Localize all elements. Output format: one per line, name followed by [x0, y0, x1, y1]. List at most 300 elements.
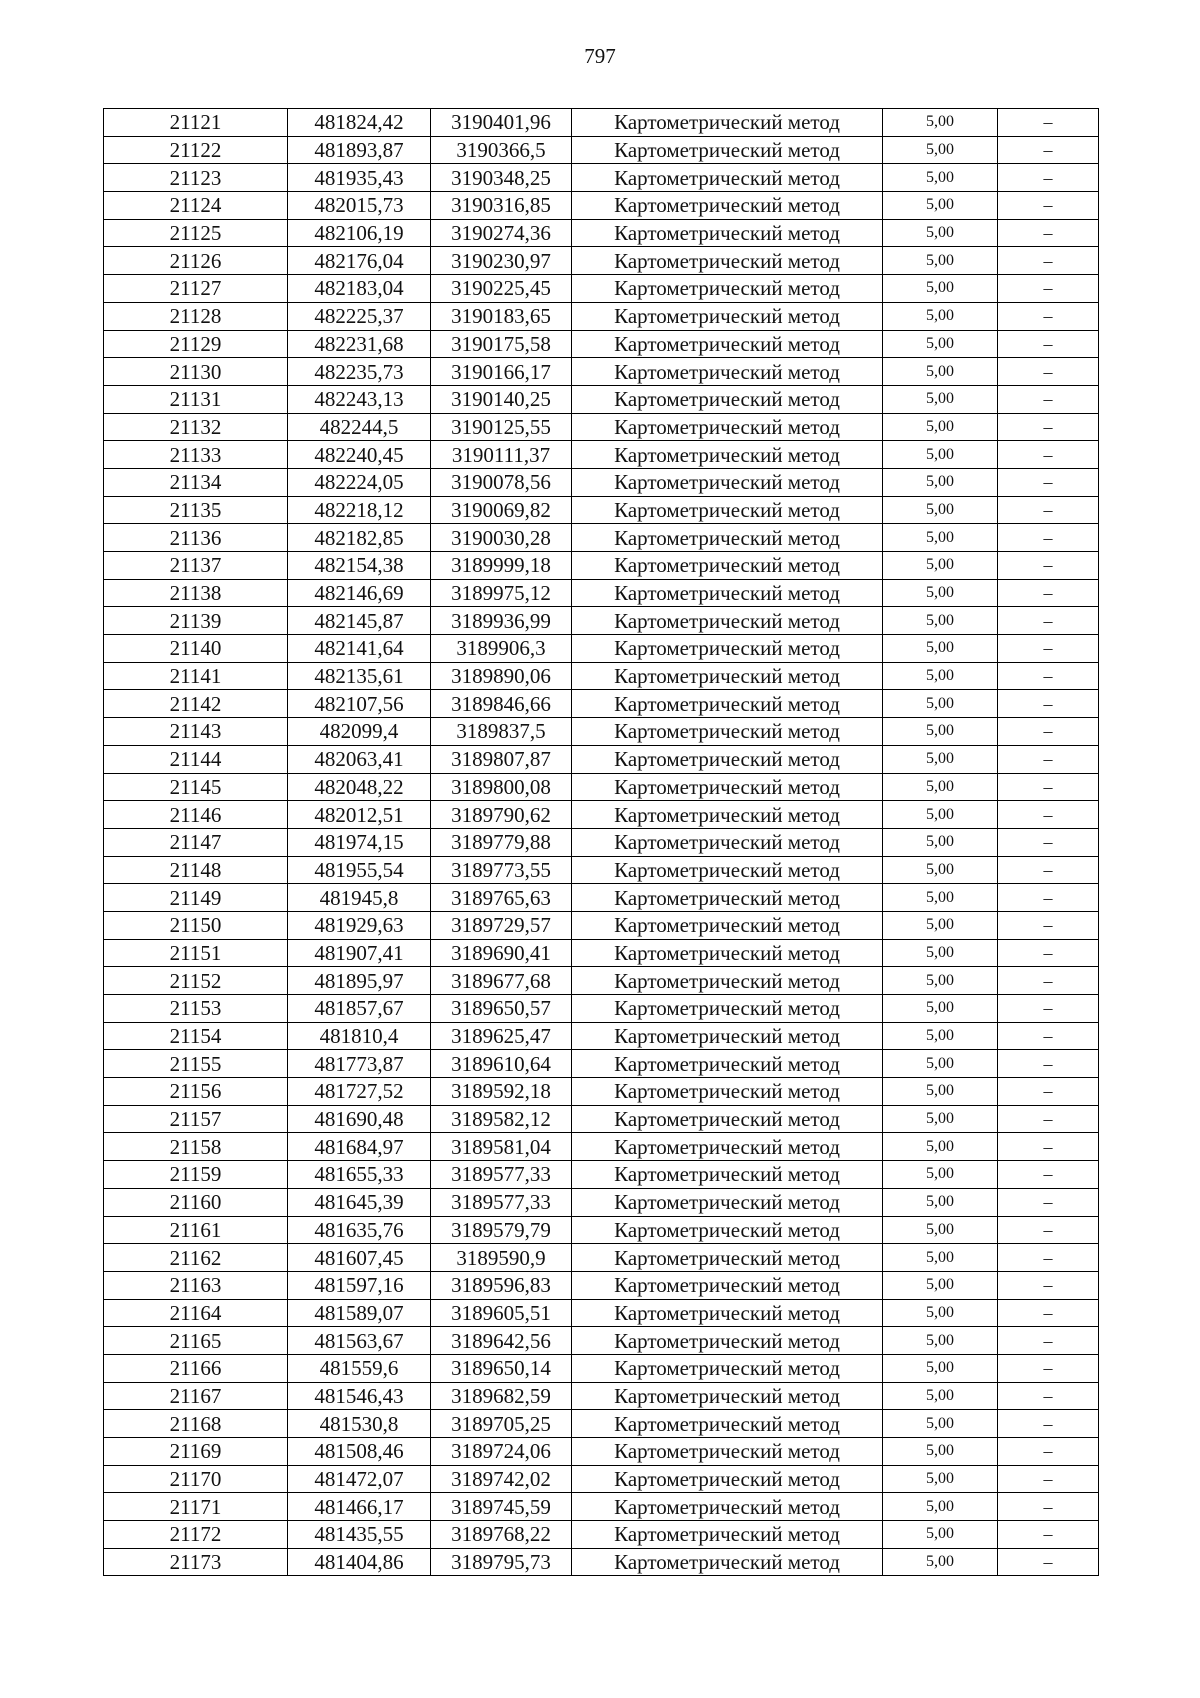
point-number-cell: 21127 [104, 275, 288, 303]
table-row [104, 662, 1099, 690]
description-cell: – [998, 358, 1099, 386]
method-cell: Картометрический метод [572, 136, 883, 164]
point-number-cell: 21145 [104, 773, 288, 801]
table-row [104, 1548, 1099, 1576]
method-cell: Картометрический метод [572, 109, 883, 137]
point-number-cell: 21122 [104, 136, 288, 164]
y-coordinate-cell: 3189846,66 [431, 690, 572, 718]
point-number-cell: 21152 [104, 967, 288, 995]
method-cell: Картометрический метод [572, 164, 883, 192]
y-coordinate-cell: 3190183,65 [431, 302, 572, 330]
table-row [104, 136, 1099, 164]
method-cell: Картометрический метод [572, 496, 883, 524]
point-number-cell: 21169 [104, 1438, 288, 1466]
point-number-cell: 21151 [104, 939, 288, 967]
table-row [104, 856, 1099, 884]
table-row [104, 441, 1099, 469]
y-coordinate-cell: 3189765,63 [431, 884, 572, 912]
table-row [104, 773, 1099, 801]
description-cell: – [998, 1271, 1099, 1299]
description-cell: – [998, 662, 1099, 690]
accuracy-cell: 5,00 [883, 1271, 998, 1299]
y-coordinate-cell: 3189579,79 [431, 1216, 572, 1244]
table-row [104, 1493, 1099, 1521]
method-cell: Картометрический метод [572, 1410, 883, 1438]
accuracy-cell: 5,00 [883, 828, 998, 856]
description-cell: – [998, 884, 1099, 912]
x-coordinate-cell: 481929,63 [288, 911, 431, 939]
table-row [104, 911, 1099, 939]
x-coordinate-cell: 482141,64 [288, 635, 431, 663]
description-cell: – [998, 247, 1099, 275]
y-coordinate-cell: 3190348,25 [431, 164, 572, 192]
accuracy-cell: 5,00 [883, 1244, 998, 1272]
method-cell: Картометрический метод [572, 275, 883, 303]
point-number-cell: 21136 [104, 524, 288, 552]
y-coordinate-cell: 3189642,56 [431, 1327, 572, 1355]
table-row [104, 1105, 1099, 1133]
accuracy-cell: 5,00 [883, 1327, 998, 1355]
description-cell: – [998, 1382, 1099, 1410]
point-number-cell: 21131 [104, 385, 288, 413]
description-cell: – [998, 607, 1099, 635]
accuracy-cell: 5,00 [883, 801, 998, 829]
accuracy-cell: 5,00 [883, 109, 998, 137]
y-coordinate-cell: 3189729,57 [431, 911, 572, 939]
y-coordinate-cell: 3190125,55 [431, 413, 572, 441]
method-cell: Картометрический метод [572, 718, 883, 746]
description-cell: – [998, 496, 1099, 524]
point-number-cell: 21166 [104, 1354, 288, 1382]
accuracy-cell: 5,00 [883, 1548, 998, 1576]
description-cell: – [998, 1410, 1099, 1438]
x-coordinate-cell: 482099,4 [288, 718, 431, 746]
description-cell: – [998, 1548, 1099, 1576]
page-number: 797 [584, 44, 616, 68]
x-coordinate-cell: 482182,85 [288, 524, 431, 552]
y-coordinate-cell: 3189807,87 [431, 745, 572, 773]
accuracy-cell: 5,00 [883, 1465, 998, 1493]
point-number-cell: 21156 [104, 1078, 288, 1106]
point-number-cell: 21133 [104, 441, 288, 469]
description-cell: – [998, 552, 1099, 580]
point-number-cell: 21170 [104, 1465, 288, 1493]
method-cell: Картометрический метод [572, 1382, 883, 1410]
accuracy-cell: 5,00 [883, 192, 998, 220]
accuracy-cell: 5,00 [883, 136, 998, 164]
method-cell: Картометрический метод [572, 635, 883, 663]
y-coordinate-cell: 3189768,22 [431, 1521, 572, 1549]
table-row [104, 690, 1099, 718]
y-coordinate-cell: 3190030,28 [431, 524, 572, 552]
accuracy-cell: 5,00 [883, 1133, 998, 1161]
table-row [104, 939, 1099, 967]
description-cell: – [998, 164, 1099, 192]
description-cell: – [998, 1105, 1099, 1133]
x-coordinate-cell: 482015,73 [288, 192, 431, 220]
accuracy-cell: 5,00 [883, 939, 998, 967]
description-cell: – [998, 109, 1099, 137]
table-row [104, 302, 1099, 330]
x-coordinate-cell: 481466,17 [288, 1493, 431, 1521]
method-cell: Картометрический метод [572, 1493, 883, 1521]
description-cell: – [998, 192, 1099, 220]
method-cell: Картометрический метод [572, 1244, 883, 1272]
table-row [104, 635, 1099, 663]
x-coordinate-cell: 481589,07 [288, 1299, 431, 1327]
accuracy-cell: 5,00 [883, 247, 998, 275]
x-coordinate-cell: 482106,19 [288, 219, 431, 247]
accuracy-cell: 5,00 [883, 496, 998, 524]
point-number-cell: 21142 [104, 690, 288, 718]
method-cell: Картометрический метод [572, 911, 883, 939]
x-coordinate-cell: 481810,4 [288, 1022, 431, 1050]
y-coordinate-cell: 3189795,73 [431, 1548, 572, 1576]
y-coordinate-cell: 3189837,5 [431, 718, 572, 746]
table-row [104, 1382, 1099, 1410]
table-row [104, 1438, 1099, 1466]
table-row [104, 109, 1099, 137]
x-coordinate-cell: 481404,86 [288, 1548, 431, 1576]
point-number-cell: 21165 [104, 1327, 288, 1355]
x-coordinate-cell: 482145,87 [288, 607, 431, 635]
x-coordinate-cell: 482231,68 [288, 330, 431, 358]
point-number-cell: 21164 [104, 1299, 288, 1327]
method-cell: Картометрический метод [572, 995, 883, 1023]
method-cell: Картометрический метод [572, 1548, 883, 1576]
x-coordinate-cell: 482063,41 [288, 745, 431, 773]
table-row [104, 413, 1099, 441]
x-coordinate-cell: 481508,46 [288, 1438, 431, 1466]
description-cell: – [998, 524, 1099, 552]
description-cell: – [998, 1050, 1099, 1078]
table-row [104, 579, 1099, 607]
y-coordinate-cell: 3190225,45 [431, 275, 572, 303]
method-cell: Картометрический метод [572, 607, 883, 635]
x-coordinate-cell: 481690,48 [288, 1105, 431, 1133]
point-number-cell: 21125 [104, 219, 288, 247]
table-row [104, 967, 1099, 995]
table-row [104, 468, 1099, 496]
method-cell: Картометрический метод [572, 1022, 883, 1050]
description-cell: – [998, 1216, 1099, 1244]
y-coordinate-cell: 3189745,59 [431, 1493, 572, 1521]
y-coordinate-cell: 3189705,25 [431, 1410, 572, 1438]
accuracy-cell: 5,00 [883, 1161, 998, 1189]
method-cell: Картометрический метод [572, 468, 883, 496]
accuracy-cell: 5,00 [883, 164, 998, 192]
method-cell: Картометрический метод [572, 219, 883, 247]
y-coordinate-cell: 3189773,55 [431, 856, 572, 884]
description-cell: – [998, 718, 1099, 746]
method-cell: Картометрический метод [572, 967, 883, 995]
point-number-cell: 21163 [104, 1271, 288, 1299]
method-cell: Картометрический метод [572, 1271, 883, 1299]
table-row [104, 524, 1099, 552]
description-cell: – [998, 136, 1099, 164]
table-row [104, 1188, 1099, 1216]
y-coordinate-cell: 3189800,08 [431, 773, 572, 801]
x-coordinate-cell: 482235,73 [288, 358, 431, 386]
method-cell: Картометрический метод [572, 828, 883, 856]
x-coordinate-cell: 481655,33 [288, 1161, 431, 1189]
y-coordinate-cell: 3189906,3 [431, 635, 572, 663]
method-cell: Картометрический метод [572, 413, 883, 441]
y-coordinate-cell: 3190140,25 [431, 385, 572, 413]
accuracy-cell: 5,00 [883, 1188, 998, 1216]
point-number-cell: 21135 [104, 496, 288, 524]
table-row [104, 496, 1099, 524]
y-coordinate-cell: 3189975,12 [431, 579, 572, 607]
method-cell: Картометрический метод [572, 939, 883, 967]
accuracy-cell: 5,00 [883, 745, 998, 773]
table-row [104, 1161, 1099, 1189]
accuracy-cell: 5,00 [883, 1438, 998, 1466]
description-cell: – [998, 911, 1099, 939]
table-row [104, 801, 1099, 829]
description-cell: – [998, 1022, 1099, 1050]
table-row [104, 718, 1099, 746]
description-cell: – [998, 828, 1099, 856]
point-number-cell: 21162 [104, 1244, 288, 1272]
y-coordinate-cell: 3190078,56 [431, 468, 572, 496]
y-coordinate-cell: 3189724,06 [431, 1438, 572, 1466]
table-row [104, 358, 1099, 386]
point-number-cell: 21155 [104, 1050, 288, 1078]
x-coordinate-cell: 482224,05 [288, 468, 431, 496]
table-row [104, 330, 1099, 358]
y-coordinate-cell: 3190366,5 [431, 136, 572, 164]
table-row [104, 1465, 1099, 1493]
point-number-cell: 21137 [104, 552, 288, 580]
description-cell: – [998, 1133, 1099, 1161]
table-row [104, 1271, 1099, 1299]
table-row [104, 1078, 1099, 1106]
description-cell: – [998, 302, 1099, 330]
description-cell: – [998, 856, 1099, 884]
x-coordinate-cell: 482012,51 [288, 801, 431, 829]
x-coordinate-cell: 481472,07 [288, 1465, 431, 1493]
description-cell: – [998, 385, 1099, 413]
x-coordinate-cell: 481546,43 [288, 1382, 431, 1410]
accuracy-cell: 5,00 [883, 1022, 998, 1050]
accuracy-cell: 5,00 [883, 219, 998, 247]
point-number-cell: 21141 [104, 662, 288, 690]
accuracy-cell: 5,00 [883, 1382, 998, 1410]
description-cell: – [998, 635, 1099, 663]
accuracy-cell: 5,00 [883, 967, 998, 995]
x-coordinate-cell: 481955,54 [288, 856, 431, 884]
y-coordinate-cell: 3189682,59 [431, 1382, 572, 1410]
method-cell: Картометрический метод [572, 302, 883, 330]
coordinates-table [103, 108, 1099, 1576]
table-row [104, 995, 1099, 1023]
y-coordinate-cell: 3190274,36 [431, 219, 572, 247]
y-coordinate-cell: 3189596,83 [431, 1271, 572, 1299]
table-row [104, 1410, 1099, 1438]
description-cell: – [998, 468, 1099, 496]
y-coordinate-cell: 3189610,64 [431, 1050, 572, 1078]
x-coordinate-cell: 481893,87 [288, 136, 431, 164]
x-coordinate-cell: 481857,67 [288, 995, 431, 1023]
table-row [104, 1216, 1099, 1244]
table-row [104, 1133, 1099, 1161]
x-coordinate-cell: 482218,12 [288, 496, 431, 524]
y-coordinate-cell: 3189590,9 [431, 1244, 572, 1272]
table-row [104, 275, 1099, 303]
accuracy-cell: 5,00 [883, 1105, 998, 1133]
accuracy-cell: 5,00 [883, 275, 998, 303]
y-coordinate-cell: 3189582,12 [431, 1105, 572, 1133]
method-cell: Картометрический метод [572, 884, 883, 912]
method-cell: Картометрический метод [572, 690, 883, 718]
method-cell: Картометрический метод [572, 1161, 883, 1189]
point-number-cell: 21130 [104, 358, 288, 386]
x-coordinate-cell: 481435,55 [288, 1521, 431, 1549]
method-cell: Картометрический метод [572, 1050, 883, 1078]
table-row [104, 1244, 1099, 1272]
y-coordinate-cell: 3189605,51 [431, 1299, 572, 1327]
method-cell: Картометрический метод [572, 579, 883, 607]
description-cell: – [998, 1299, 1099, 1327]
accuracy-cell: 5,00 [883, 413, 998, 441]
point-number-cell: 21149 [104, 884, 288, 912]
point-number-cell: 21132 [104, 413, 288, 441]
y-coordinate-cell: 3189577,33 [431, 1188, 572, 1216]
x-coordinate-cell: 482154,38 [288, 552, 431, 580]
point-number-cell: 21129 [104, 330, 288, 358]
accuracy-cell: 5,00 [883, 1050, 998, 1078]
description-cell: – [998, 939, 1099, 967]
table-row [104, 1022, 1099, 1050]
accuracy-cell: 5,00 [883, 1354, 998, 1382]
point-number-cell: 21167 [104, 1382, 288, 1410]
accuracy-cell: 5,00 [883, 773, 998, 801]
x-coordinate-cell: 481907,41 [288, 939, 431, 967]
description-cell: – [998, 967, 1099, 995]
accuracy-cell: 5,00 [883, 552, 998, 580]
method-cell: Картометрический метод [572, 1354, 883, 1382]
y-coordinate-cell: 3190316,85 [431, 192, 572, 220]
method-cell: Картометрический метод [572, 385, 883, 413]
y-coordinate-cell: 3189625,47 [431, 1022, 572, 1050]
point-number-cell: 21161 [104, 1216, 288, 1244]
description-cell: – [998, 1327, 1099, 1355]
x-coordinate-cell: 482135,61 [288, 662, 431, 690]
x-coordinate-cell: 482146,69 [288, 579, 431, 607]
y-coordinate-cell: 3189742,02 [431, 1465, 572, 1493]
description-cell: – [998, 219, 1099, 247]
description-cell: – [998, 1161, 1099, 1189]
accuracy-cell: 5,00 [883, 385, 998, 413]
accuracy-cell: 5,00 [883, 441, 998, 469]
point-number-cell: 21157 [104, 1105, 288, 1133]
table-row [104, 1521, 1099, 1549]
x-coordinate-cell: 482244,5 [288, 413, 431, 441]
point-number-cell: 21172 [104, 1521, 288, 1549]
table-row [104, 828, 1099, 856]
x-coordinate-cell: 481824,42 [288, 109, 431, 137]
accuracy-cell: 5,00 [883, 690, 998, 718]
y-coordinate-cell: 3189650,57 [431, 995, 572, 1023]
point-number-cell: 21121 [104, 109, 288, 137]
method-cell: Картометрический метод [572, 330, 883, 358]
table-row [104, 607, 1099, 635]
method-cell: Картометрический метод [572, 1188, 883, 1216]
accuracy-cell: 5,00 [883, 911, 998, 939]
y-coordinate-cell: 3189999,18 [431, 552, 572, 580]
method-cell: Картометрический метод [572, 745, 883, 773]
x-coordinate-cell: 482240,45 [288, 441, 431, 469]
description-cell: – [998, 773, 1099, 801]
description-cell: – [998, 275, 1099, 303]
accuracy-cell: 5,00 [883, 358, 998, 386]
y-coordinate-cell: 3190230,97 [431, 247, 572, 275]
description-cell: – [998, 1465, 1099, 1493]
point-number-cell: 21153 [104, 995, 288, 1023]
description-cell: – [998, 441, 1099, 469]
point-number-cell: 21173 [104, 1548, 288, 1576]
x-coordinate-cell: 482176,04 [288, 247, 431, 275]
table-row [104, 745, 1099, 773]
description-cell: – [998, 690, 1099, 718]
description-cell: – [998, 1521, 1099, 1549]
method-cell: Картометрический метод [572, 358, 883, 386]
table-row [104, 164, 1099, 192]
point-number-cell: 21168 [104, 1410, 288, 1438]
y-coordinate-cell: 3190401,96 [431, 109, 572, 137]
point-number-cell: 21147 [104, 828, 288, 856]
table-row [104, 247, 1099, 275]
x-coordinate-cell: 481597,16 [288, 1271, 431, 1299]
method-cell: Картометрический метод [572, 524, 883, 552]
method-cell: Картометрический метод [572, 801, 883, 829]
point-number-cell: 21144 [104, 745, 288, 773]
method-cell: Картометрический метод [572, 856, 883, 884]
accuracy-cell: 5,00 [883, 302, 998, 330]
table-row [104, 884, 1099, 912]
table-row [104, 1354, 1099, 1382]
accuracy-cell: 5,00 [883, 524, 998, 552]
x-coordinate-cell: 482183,04 [288, 275, 431, 303]
x-coordinate-cell: 481635,76 [288, 1216, 431, 1244]
table-row [104, 1299, 1099, 1327]
description-cell: – [998, 1188, 1099, 1216]
point-number-cell: 21154 [104, 1022, 288, 1050]
table-row [104, 1050, 1099, 1078]
method-cell: Картометрический метод [572, 192, 883, 220]
coordinates-table-body [104, 109, 1099, 1576]
method-cell: Картометрический метод [572, 1438, 883, 1466]
method-cell: Картометрический метод [572, 1133, 883, 1161]
x-coordinate-cell: 481895,97 [288, 967, 431, 995]
accuracy-cell: 5,00 [883, 1299, 998, 1327]
description-cell: – [998, 995, 1099, 1023]
x-coordinate-cell: 481727,52 [288, 1078, 431, 1106]
description-cell: – [998, 1354, 1099, 1382]
x-coordinate-cell: 481684,97 [288, 1133, 431, 1161]
accuracy-cell: 5,00 [883, 1216, 998, 1244]
point-number-cell: 21148 [104, 856, 288, 884]
accuracy-cell: 5,00 [883, 1410, 998, 1438]
method-cell: Картометрический метод [572, 1078, 883, 1106]
accuracy-cell: 5,00 [883, 635, 998, 663]
point-number-cell: 21124 [104, 192, 288, 220]
x-coordinate-cell: 481563,67 [288, 1327, 431, 1355]
accuracy-cell: 5,00 [883, 468, 998, 496]
accuracy-cell: 5,00 [883, 718, 998, 746]
description-cell: – [998, 413, 1099, 441]
